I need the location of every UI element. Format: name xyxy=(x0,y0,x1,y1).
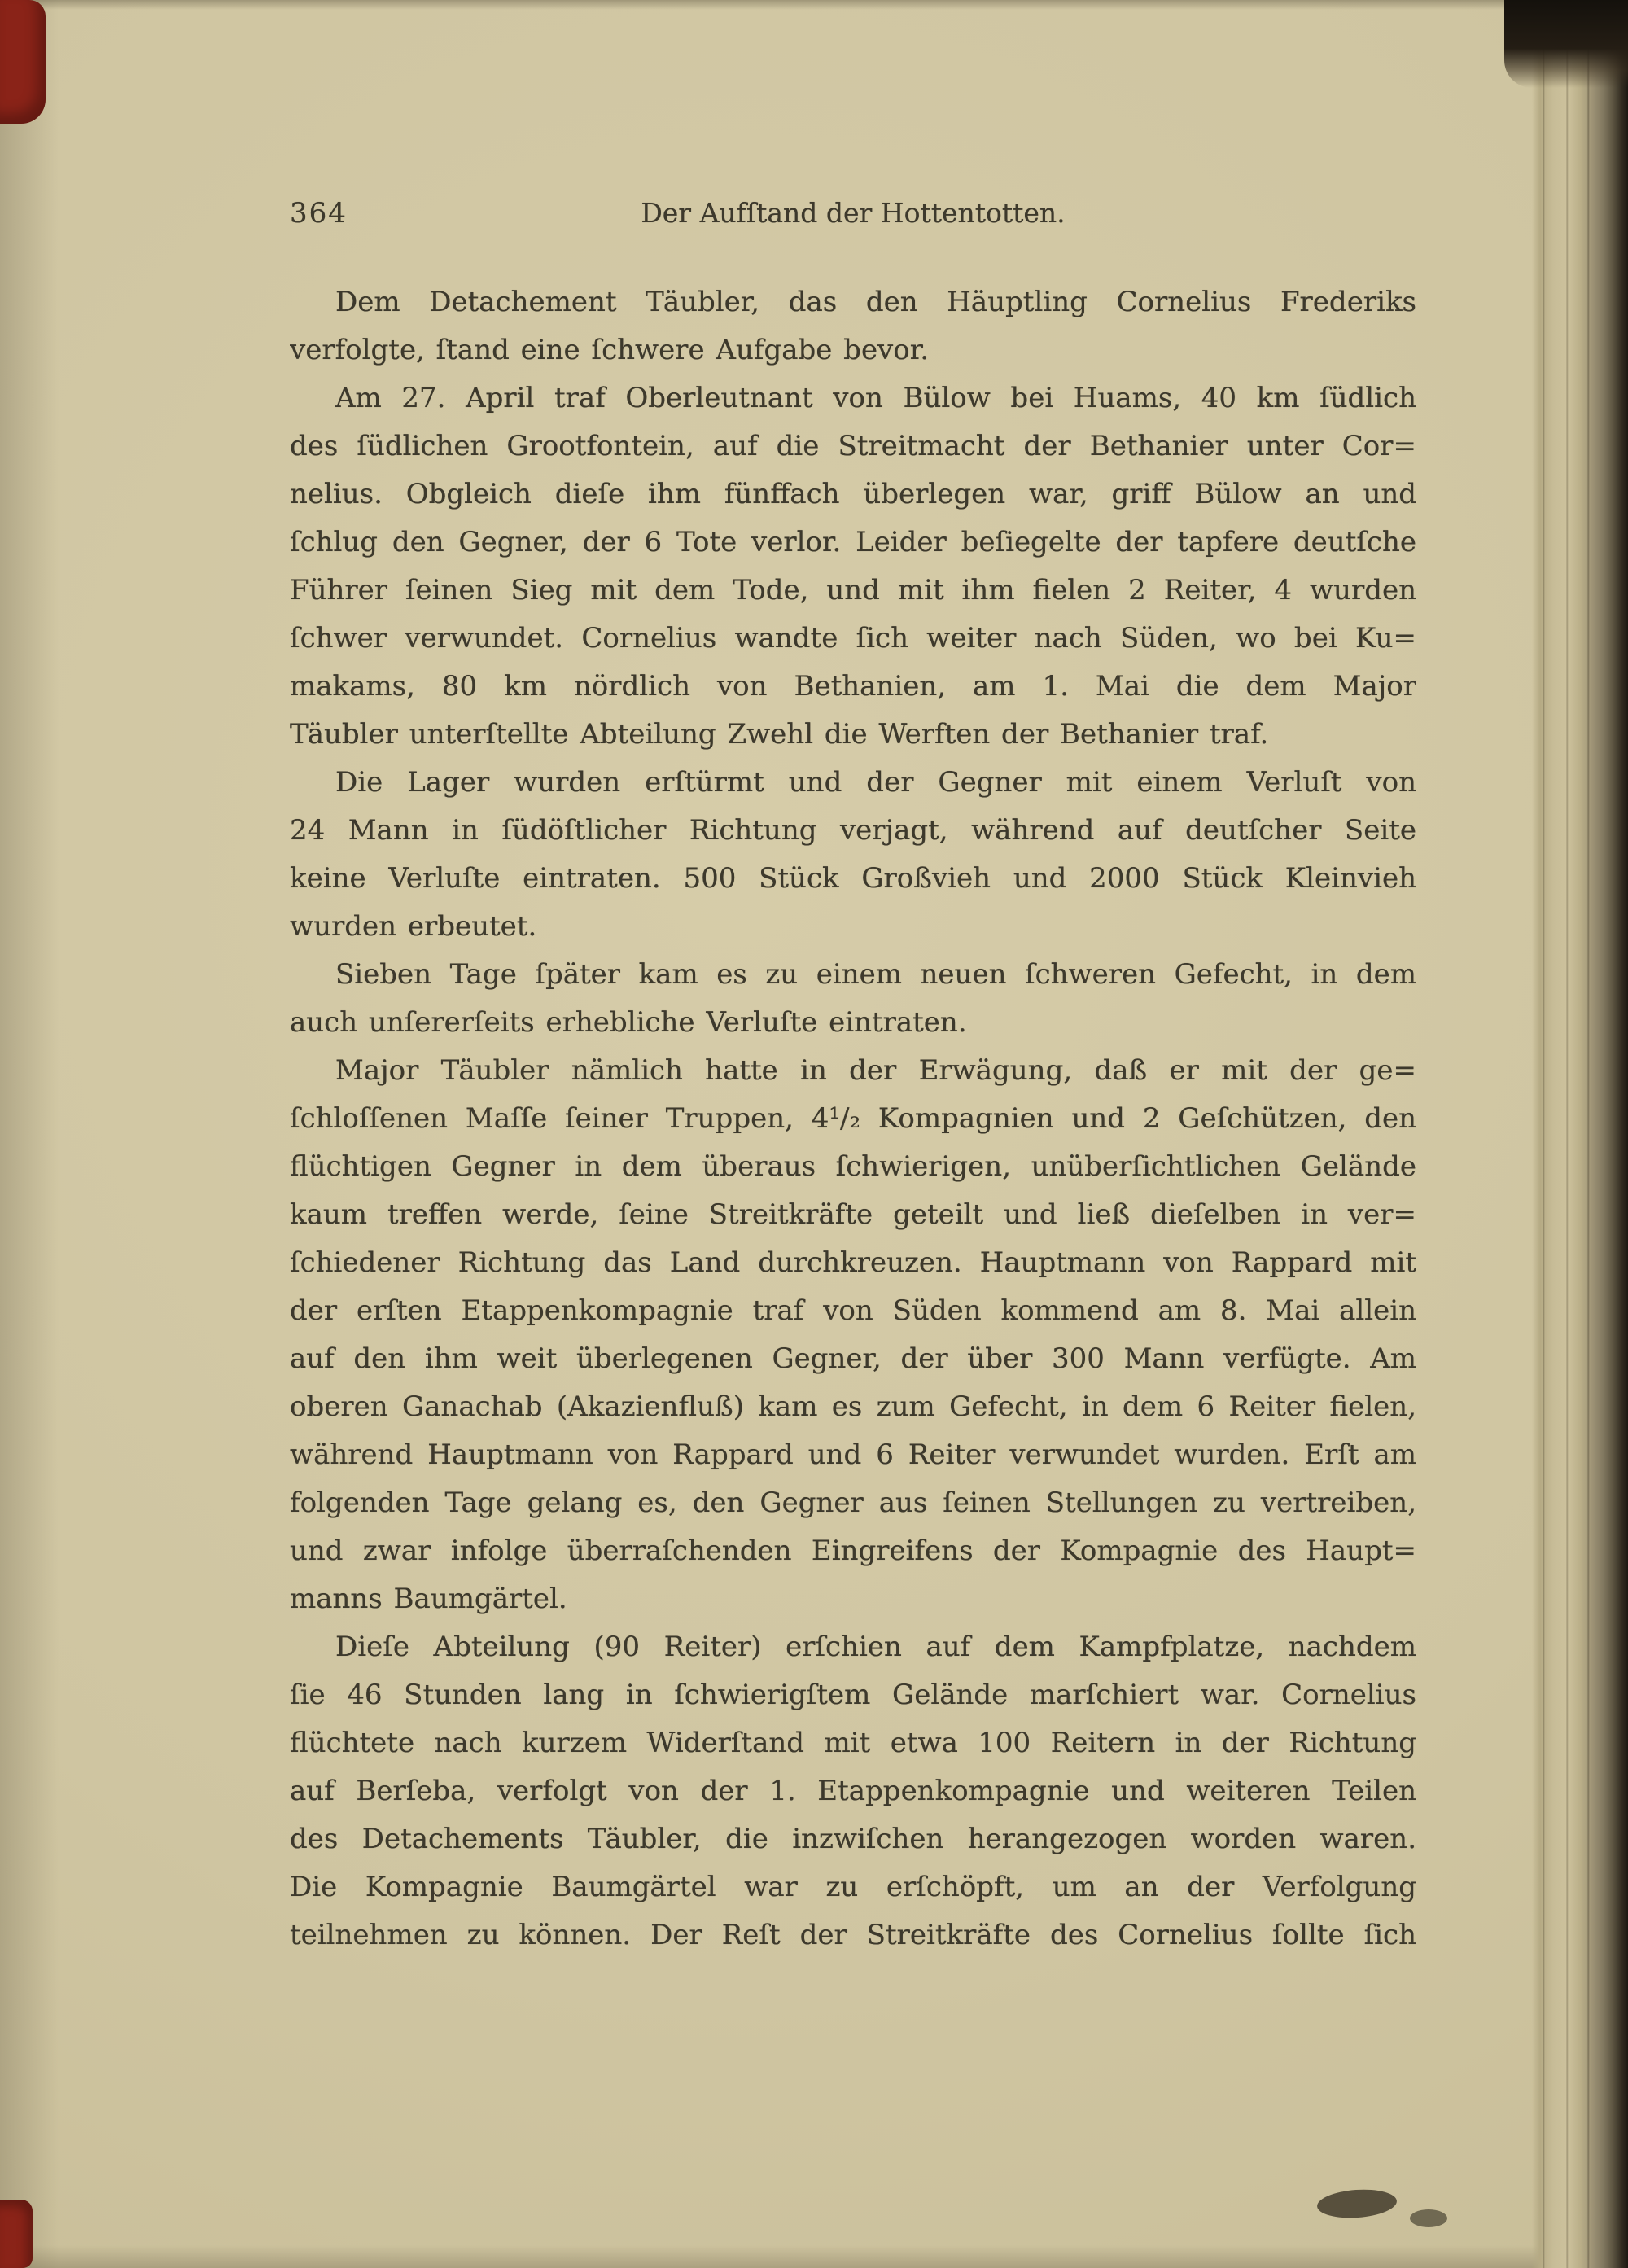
text-line: ſchiedener Richtung das Land durchkreuzen. Hauptmann von Rappard mit xyxy=(290,1246,1416,1279)
dark-book-corner-top-right xyxy=(1504,0,1628,88)
text-line: wurden erbeutet. xyxy=(290,910,537,943)
text-line: Major Täubler nämlich hatte in der Erwägung, daß er mit der ge= xyxy=(335,1054,1416,1087)
text-line: des Detachements Täubler, die inzwiſchen herangezogen worden waren. xyxy=(290,1823,1416,1855)
bottom-edge-shadow xyxy=(0,2245,1628,2268)
text-line: makams, 80 km nördlich von Bethanien, am 1. Mai die dem Major xyxy=(290,670,1416,703)
text-line: Am 27. April traf Oberleutnant von Bülow bei Huams, 40 km ſüdlich xyxy=(335,382,1416,414)
running-head-row xyxy=(290,197,1416,231)
page-edges-right xyxy=(1532,0,1628,2268)
text-line: Führer ſeinen Sieg mit dem Tode, und mit ihm fielen 2 Reiter, 4 wurden xyxy=(290,574,1416,606)
text-line: manns Baumgärtel. xyxy=(290,1583,567,1615)
text-line: ſie 46 Stunden lang in ſchwierigſtem Gelände marſchiert war. Cornelius xyxy=(290,1679,1416,1711)
paragraph xyxy=(290,759,1416,951)
left-edge-shadow xyxy=(0,0,59,2268)
text-line: Sieben Tage ſpäter kam es zu einem neuen ſchweren Gefecht, in dem xyxy=(335,958,1416,991)
body-text xyxy=(290,278,1416,1959)
page-number: 364 xyxy=(290,197,348,230)
running-head-title: Der Aufſtand der Hottentotten. xyxy=(641,197,1066,229)
text-line: 24 Mann in ſüdöſtlicher Richtung verjagt, während auf deutſcher Seite xyxy=(290,814,1416,847)
paragraph xyxy=(290,1623,1416,1959)
text-line: während Hauptmann von Rappard und 6 Reiter verwundet wurden. Erſt am xyxy=(290,1438,1416,1471)
text-line: nelius. Obgleich dieſe ihm fünffach überlegen war, griff Bülow an und xyxy=(290,478,1416,510)
text-line: ſchlug den Gegner, der 6 Tote verlor. Leider beſiegelte der tapfere deutſche xyxy=(290,526,1416,558)
paragraph xyxy=(290,1047,1416,1623)
text-line: Die Lager wurden erſtürmt und der Gegner mit einem Verluſt von xyxy=(335,766,1416,799)
text-line: Die Kompagnie Baumgärtel war zu erſchöpft, um an der Verfolgung xyxy=(290,1871,1416,1903)
ink-smudge-bottom-small xyxy=(1410,2209,1447,2227)
text-line: auf den ihm weit überlegenen Gegner, der über 300 Mann verfügte. Am xyxy=(290,1342,1416,1375)
text-block xyxy=(290,197,1416,1959)
text-line: der erſten Etappenkompagnie traf von Süden kommend am 8. Mai allein xyxy=(290,1294,1416,1327)
text-line: Dem Detachement Täubler, das den Häuptling Cornelius Frederiks xyxy=(335,286,1416,318)
text-line: keine Verluſte eintraten. 500 Stück Großvieh und 2000 Stück Kleinvieh xyxy=(290,862,1416,895)
paragraph xyxy=(290,951,1416,1047)
text-line: Täubler unterſtellte Abteilung Zwehl die Werften der Bethanier traf. xyxy=(290,718,1269,751)
text-line: oberen Ganachab (Akazienfluß) kam es zum Gefecht, in dem 6 Reiter fielen, xyxy=(290,1390,1416,1423)
text-line: auf Berſeba, verfolgt von der 1. Etappenkompagnie und weiteren Teilen xyxy=(290,1775,1416,1807)
red-cover-mark-bottom-left xyxy=(0,2200,33,2268)
text-line: flüchtigen Gegner in dem überaus ſchwierigen, unüberſichtlichen Gelände xyxy=(290,1150,1416,1183)
text-line: ſchwer verwundet. Cornelius wandte ſich weiter nach Süden, wo bei Ku= xyxy=(290,622,1416,655)
text-line: kaum treffen werde, ſeine Streitkräfte geteilt und ließ dieſelben in ver= xyxy=(290,1198,1416,1231)
text-line: Dieſe Abteilung (90 Reiter) erſchien auf dem Kampfplatze, nachdem xyxy=(335,1631,1416,1663)
paragraph xyxy=(290,278,1416,374)
text-line: des ſüdlichen Grootfontein, auf die Streitmacht der Bethanier unter Cor= xyxy=(290,430,1416,462)
red-cover-mark-top-left xyxy=(0,0,46,124)
text-line: teilnehmen zu können. Der Reſt der Streitkräfte des Cornelius ſollte ſich xyxy=(290,1919,1416,1951)
text-line: folgenden Tage gelang es, den Gegner aus ſeinen Stellungen zu vertreiben, xyxy=(290,1486,1416,1519)
top-edge-shadow xyxy=(0,0,1628,10)
paragraph xyxy=(290,374,1416,759)
ink-smudge-bottom xyxy=(1316,2187,1398,2221)
text-line: auch unſererſeits erhebliche Verluſte eintraten. xyxy=(290,1006,967,1039)
text-line: verfolgte, ſtand eine ſchwere Aufgabe bevor. xyxy=(290,334,930,366)
text-line: und zwar infolge überraſchenden Eingreifens der Kompagnie des Haupt= xyxy=(290,1535,1416,1567)
text-line: flüchtete nach kurzem Widerſtand mit etwa 100 Reitern in der Richtung xyxy=(290,1727,1416,1759)
text-line: ſchloſſenen Maſſe ſeiner Truppen, 4¹/₂ Kompagnien und 2 Geſchützen, den xyxy=(290,1102,1416,1135)
